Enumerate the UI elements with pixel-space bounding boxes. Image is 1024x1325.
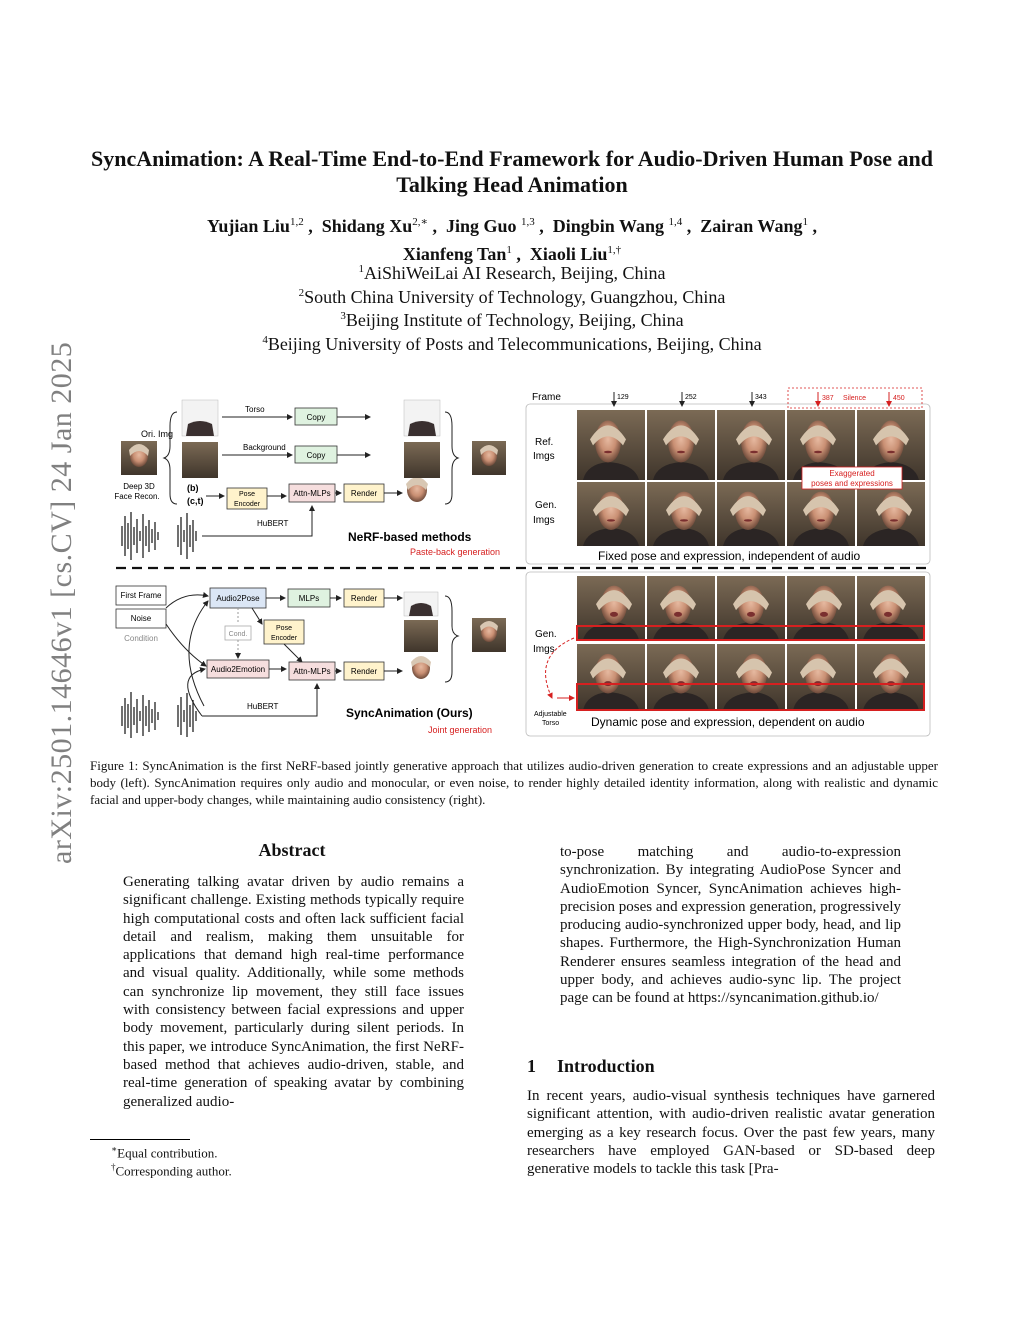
section-heading: 1 Introduction — [527, 1056, 655, 1076]
render-label: Render — [350, 489, 378, 498]
frame-label: Frame — [532, 392, 561, 403]
label-deep3d: Deep 3D — [123, 482, 155, 491]
nerf-output-thumbnail — [472, 441, 506, 475]
copy-label: Copy — [306, 451, 326, 460]
paper-title: SyncAnimation: A Real-Time End-to-End Framework for Audio-Driven Human Pose and Talking Head Animation — [91, 146, 933, 197]
footnote: †Corresponding author. — [111, 1162, 232, 1179]
render-label: Render — [350, 667, 378, 676]
exaggerated-label: Exaggerated — [829, 469, 875, 478]
gen-imgs-label: Gen. — [535, 500, 557, 511]
affiliation: $^3$Beijing Institute of Technology, Beijing, China — [340, 310, 684, 330]
author: Zairan Wang$^1$ — [700, 216, 808, 236]
author-list: Yujian Liu$^{1,2}$ , Shidang $Xu^{2,∗}$ , Jing Guo $^{1,3}$ , Dingbin Wang $^{1,4}$ , Zairan Wang$^1$ , Xianfeng Tan$^1$ , Xiaoli Liu$^{1,\dagger}$ — [207, 216, 817, 264]
ref-imgs-label: Imgs — [533, 451, 555, 462]
author: Yujian Liu$^{1,2}$ — [207, 216, 304, 236]
frame-129: 129 — [617, 394, 629, 401]
render-label: Render — [350, 594, 378, 603]
frame-387: 387 — [822, 395, 834, 402]
adjustable-torso-label: Torso — [542, 720, 560, 727]
audio-waveform — [122, 512, 196, 560]
portrait-frame — [717, 410, 785, 480]
cond-label: Cond. — [228, 631, 248, 638]
affiliation: $^2$South China University of Technology, Guangzhou, China — [298, 287, 726, 307]
gen-imgs-label: Imgs — [533, 515, 555, 526]
attn-mlps-label: Attn-MLPs — [293, 667, 331, 676]
syncanimation-title: SyncAnimation (Ours) — [346, 706, 473, 720]
figure-1 — [112, 386, 932, 738]
portrait-frame — [577, 482, 645, 546]
abstract-text: Generating talking avatar driven by audio remains a significant challenge. Existing methods typically require high computational costs and often lack sufficient facial detail and realism, making them unsuitable for applications that demand high real-time performance and visual quality. Additionally, while some methods can synchronize lip movement, they still face issues with consistency between facial expressions and upper body movement, particularly during silent periods. In this paper, we introduce SyncAnimation, the first NeRF-based method that achieves audio-driven, stable, and real-time generation of speaking avatar by combining generalized audio- — [123, 874, 464, 1110]
ref-imgs-label: Ref. — [535, 437, 554, 448]
portrait-frame — [787, 576, 855, 640]
pose-encoder-label: Encoder — [233, 501, 261, 508]
portrait-frame — [577, 410, 645, 480]
portrait-frame — [577, 644, 645, 710]
portrait-frame — [717, 576, 785, 640]
sync-output-thumbnail — [472, 618, 506, 652]
nerf-methods-title: NeRF-based methods — [348, 530, 472, 544]
author: Dingbin Wang $^{1,4}$ — [552, 216, 683, 236]
footnote-rule — [90, 1139, 190, 1140]
condition-label: Condition — [124, 634, 158, 643]
adjustable-torso-label: Adjustable — [534, 711, 567, 718]
silence-label: Silence — [843, 395, 866, 402]
fixed-caption: Fixed pose and expression, independent of audio — [598, 549, 861, 563]
label-b: (b) — [187, 483, 199, 493]
joint-generation-label: Joint generation — [428, 725, 493, 735]
author: Jing Guo $^{1,3}$ — [445, 216, 535, 236]
portrait-frame — [857, 644, 925, 710]
right-brace — [445, 596, 458, 682]
pose-encoder-label: Encoder — [270, 635, 298, 642]
frame-450: 450 — [893, 395, 905, 402]
label-face-recon: Face Recon. — [114, 492, 160, 501]
mlps-label: MLPs — [298, 594, 320, 603]
audio2pose-label: Audio2Pose — [216, 594, 260, 603]
arxiv-identifier: arXiv:2501.14646v1 [cs.CV] 24 Jan 2025 — [45, 341, 78, 864]
frame-343: 343 — [755, 394, 767, 401]
exaggerated-label: poses and expressions — [811, 479, 893, 488]
label-torso: Torso — [245, 405, 265, 414]
author: Xianfeng Tan$^1$ — [402, 244, 512, 264]
footnote: ∗Equal contribution. — [111, 1144, 218, 1161]
portrait-frame — [577, 576, 645, 640]
right-brace — [445, 412, 458, 504]
figure-caption: Figure 1: SyncAnimation is the first NeRF-based jointly generative approach that utilizes audio-driven generation to create expressions and an adjustable upper body (left). SyncAnimation requires only audio and monocular, or even noise, to render highly detailed identity information, along with realistic and dynamic facial and upper-body changes, while maintaining audio consistency (right). — [90, 758, 938, 807]
affiliation: $^4$Beijing University of Posts and Telecommunications, Beijing, China — [262, 334, 762, 354]
paste-back-label: Paste-back generation — [410, 547, 501, 557]
render-output-face — [406, 477, 428, 502]
portrait-frame — [787, 644, 855, 710]
audio2emotion-label: Audio2Emotion — [210, 665, 266, 674]
sync-thumbnails — [404, 592, 438, 679]
portrait-frame — [857, 482, 925, 546]
pose-encoder-label: Pose — [276, 625, 292, 632]
noise-label: Noise — [130, 614, 152, 623]
author: Xiaoli Liu$^{1,\dagger}$ — [529, 244, 622, 264]
ori-img-thumbnail — [121, 441, 157, 475]
label-hubert: HuBERT — [257, 519, 289, 528]
abstract-heading: Abstract — [258, 840, 326, 860]
pose-encoder-label: Pose — [239, 491, 255, 498]
abstract-text-continued: to-pose matching and audio-to-expression synchronization. By integrating AudioPose Syncer and AudioEmotion Syncer, SyncAnimation achieves high-precision poses and expression generation, progressively producing audio-synchronized upper body, head, and lip shapes. Furthermore, the High-Synchronization Human Renderer ensures seamless integration of the head and upper body, and achieves audio-sync lip. The project page can be found at https://syncanimation.github.io/ — [560, 844, 901, 1007]
gen-imgs-label: Gen. — [535, 629, 557, 640]
torso-thumbnail — [182, 400, 218, 436]
gen-imgs-label: Imgs — [533, 644, 555, 655]
portrait-frame — [647, 644, 715, 710]
label-ori-img: Ori. Img — [141, 429, 174, 439]
label-background: Background — [243, 443, 286, 452]
audio-waveform — [122, 692, 196, 738]
dynamic-caption: Dynamic pose and expression, dependent on audio — [591, 715, 865, 729]
background-thumbnail — [182, 442, 218, 478]
copy-label: Copy — [306, 413, 326, 422]
label-hubert: HuBERT — [247, 702, 279, 711]
left-brace — [164, 412, 177, 504]
portrait-frame — [647, 482, 715, 546]
label-ct: (c,t) — [187, 496, 204, 506]
portrait-frame — [647, 410, 715, 480]
frame-252: 252 — [685, 394, 697, 401]
author: Shidang $Xu^{2,∗}$ — [321, 216, 428, 236]
affiliation: $^1$AiShiWeiLai AI Research, Beijing, China — [358, 263, 666, 283]
portrait-frame — [857, 576, 925, 640]
portrait-frame — [717, 482, 785, 546]
attn-mlps-label: Attn-MLPs — [293, 489, 331, 498]
portrait-frame — [647, 576, 715, 640]
portrait-frame — [787, 482, 855, 546]
composite-thumbnails — [404, 400, 440, 478]
portrait-frame — [717, 644, 785, 710]
first-frame-label: First Frame — [120, 591, 162, 600]
introduction-text: In recent years, audio-visual synthesis techniques have garnered significant attention, with audio-driven realistic avatar generation emerging as a key research focus. Over the past few years, many researchers have employed GAN-based or SD-based deep generative models to tackle this task [Pra- — [527, 1088, 935, 1178]
